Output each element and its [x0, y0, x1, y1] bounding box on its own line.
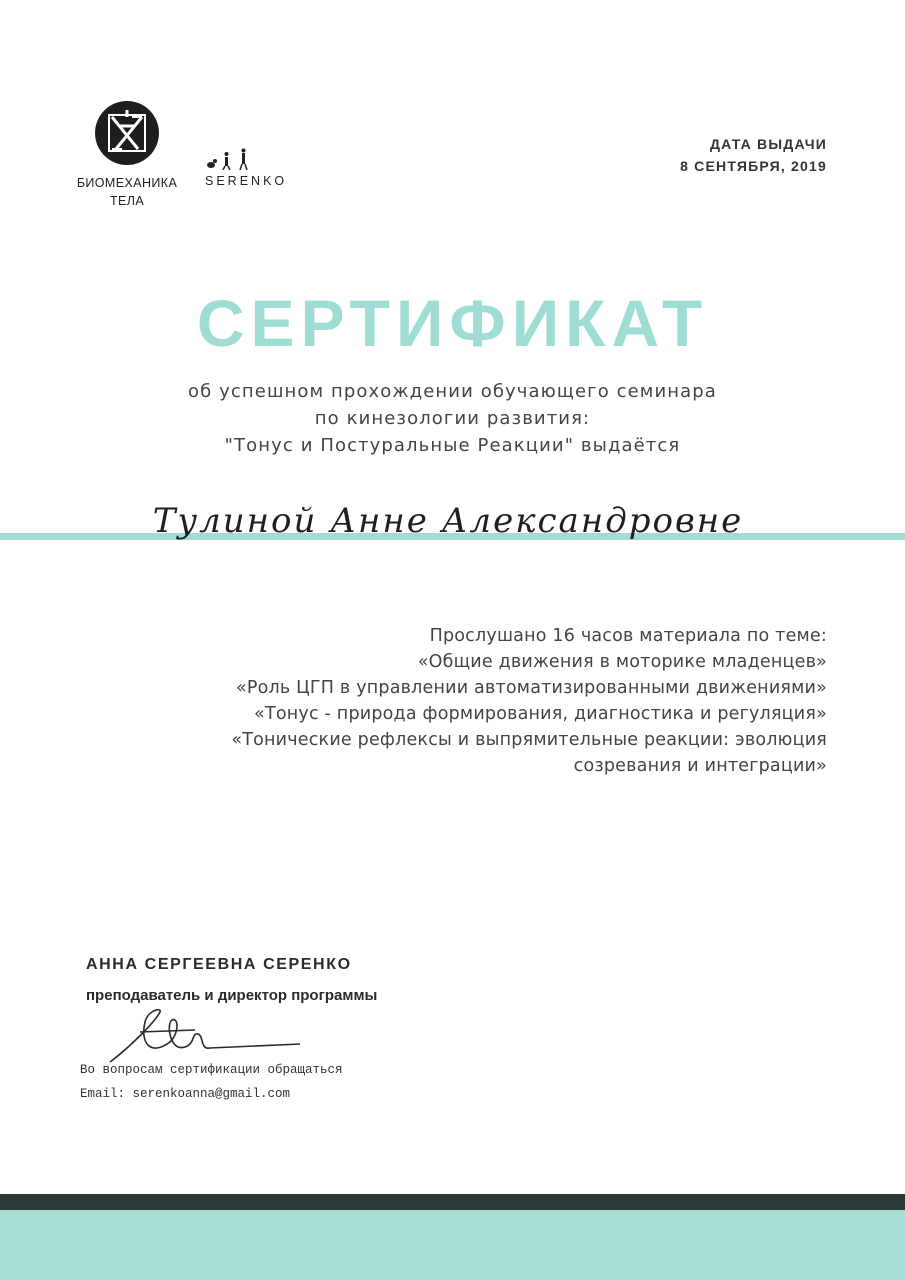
issue-date-label: ДАТА ВЫДАЧИ — [710, 136, 827, 152]
topics-block — [107, 623, 827, 779]
logo-line-1: БИОМЕХАНИКА — [76, 176, 178, 190]
issue-date-block — [680, 133, 827, 177]
contact-block — [80, 1058, 343, 1106]
evolution-figures-icon — [205, 148, 253, 170]
signer-name: АННА СЕРГЕЕВНА СЕРЕНКО — [86, 956, 352, 973]
logo-line-2: ТЕЛА — [109, 194, 145, 208]
recipient-name-handwritten — [0, 488, 905, 568]
certificate-subtitle — [0, 378, 905, 459]
subtitle-line-2: по кинезологии развития: — [314, 408, 591, 429]
biomechanics-logo — [62, 100, 192, 210]
topic-item: «Общие движения в моторике младенцев» — [417, 652, 827, 672]
subtitle-line-1: об успешном прохождении обучающего семинара — [188, 381, 717, 402]
certificate-title: СЕРТИФИКАТ — [196, 286, 709, 360]
serenko-logo — [200, 148, 310, 188]
issue-date-value: 8 СЕНТЯБРЯ, 2019 — [680, 158, 827, 174]
subtitle-line-3: "Тонус и Постуральные Реакции" выдаётся — [224, 435, 681, 456]
contact-email[interactable]: Email: serenkoanna@gmail.com — [80, 1087, 291, 1101]
topic-item: «Роль ЦГП в управлении автоматизированными движениями» — [235, 678, 827, 698]
topics-intro: Прослушано 16 часов материала по теме: — [429, 626, 827, 646]
serenko-logo-text: SERENKO — [205, 174, 288, 188]
signer-role: преподаватель и директор программы — [86, 987, 378, 1004]
topic-item: созревания и интеграции» — [573, 756, 827, 776]
topic-item: «Тонические рефлексы и выпрямительные реакции: эволюция — [231, 730, 827, 750]
recipient-name: Тулиной Анне Александровне — [152, 501, 744, 541]
footer-teal-bar — [0, 1210, 905, 1280]
biomechanics-logo-icon — [94, 100, 160, 166]
contact-note: Во вопросам сертификации обращаться — [80, 1063, 343, 1077]
topic-item: «Тонус - природа формирования, диагностика и регуляция» — [254, 704, 827, 724]
footer-dark-bar — [0, 1194, 905, 1210]
